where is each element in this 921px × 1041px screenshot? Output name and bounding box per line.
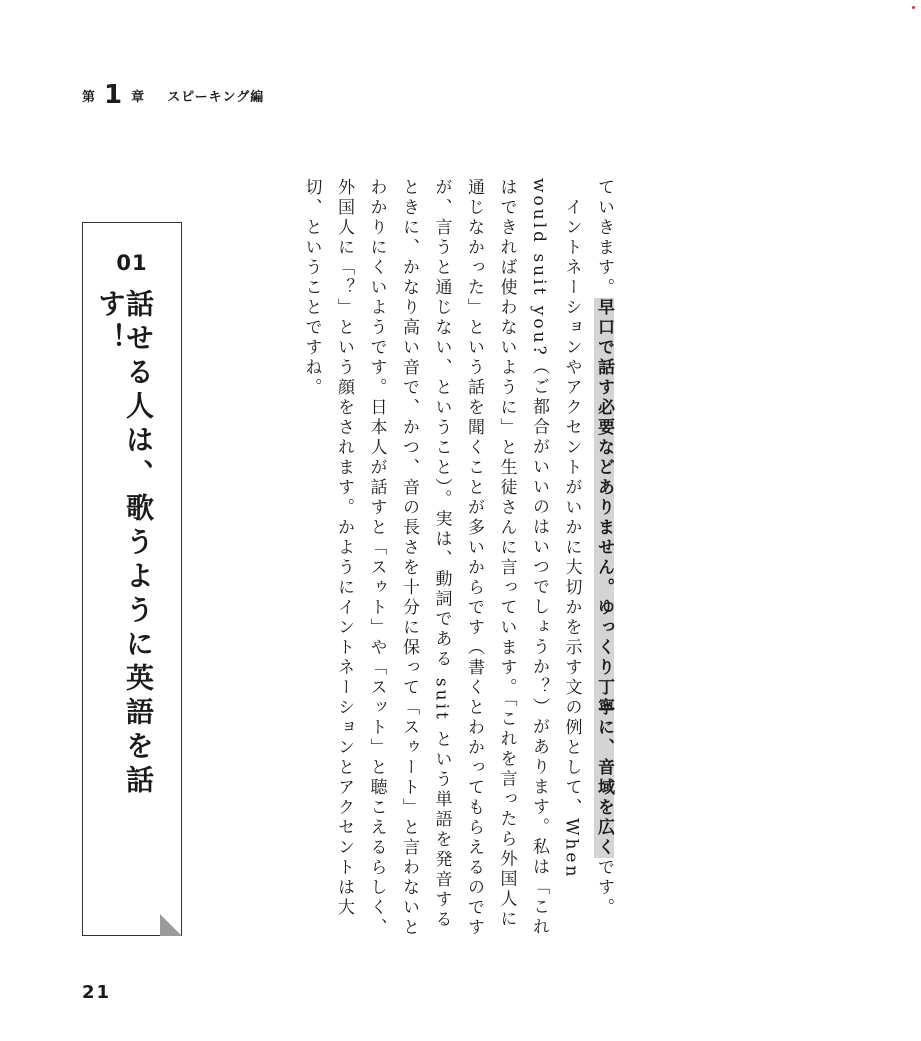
highlight-1: 早口で話す必要などありません。ゆっくり丁寧に、: [594, 298, 614, 758]
chapter-header: [82, 82, 264, 108]
page-fold-corner: [160, 914, 182, 936]
corner-mark: [912, 6, 915, 9]
section-number: 01: [116, 251, 148, 275]
p2-text: イントネーションやアクセントがいかに大切かを示す文の例として、When would suit you?（ご都合がいいのはいつでしょうか？）があります。私は「これはできれば使わないように」と生徒さんに言っています。「これを言ったら外国人に通じなかった」という話を聞くことが多いからです（書くとわかってもらえるのですが、言うと通じない、ということ）。実は、動詞である suit という単語を発音するときに、かなり高い音で、かつ、音の長さを十分に保って「スゥート」と言わないとわかりにくいようです。日本人が話すと「スゥト」や「スット」と聴こえるらしく、外国人に「？」という顔をされます。かようにイントネーションとアクセントは大切、ということですね。: [301, 178, 582, 938]
page-number: 21: [82, 982, 112, 1003]
chapter-suffix: 章: [131, 89, 146, 105]
chapter-number: 1: [104, 80, 124, 110]
p1-lead: ていきます。: [594, 178, 614, 298]
paragraph-2: [295, 178, 588, 938]
chapter-prefix: 第: [82, 89, 97, 105]
highlight-2: 音域を広く: [594, 758, 614, 858]
section-title: 話せる人は、歌うように英語を話す！: [94, 289, 155, 799]
section-sidebar: [82, 222, 182, 936]
chapter-title: スピーキング編: [167, 89, 265, 105]
p1-tail: です。: [594, 858, 614, 918]
body-text: [255, 178, 620, 938]
paragraph-1: [588, 178, 621, 938]
